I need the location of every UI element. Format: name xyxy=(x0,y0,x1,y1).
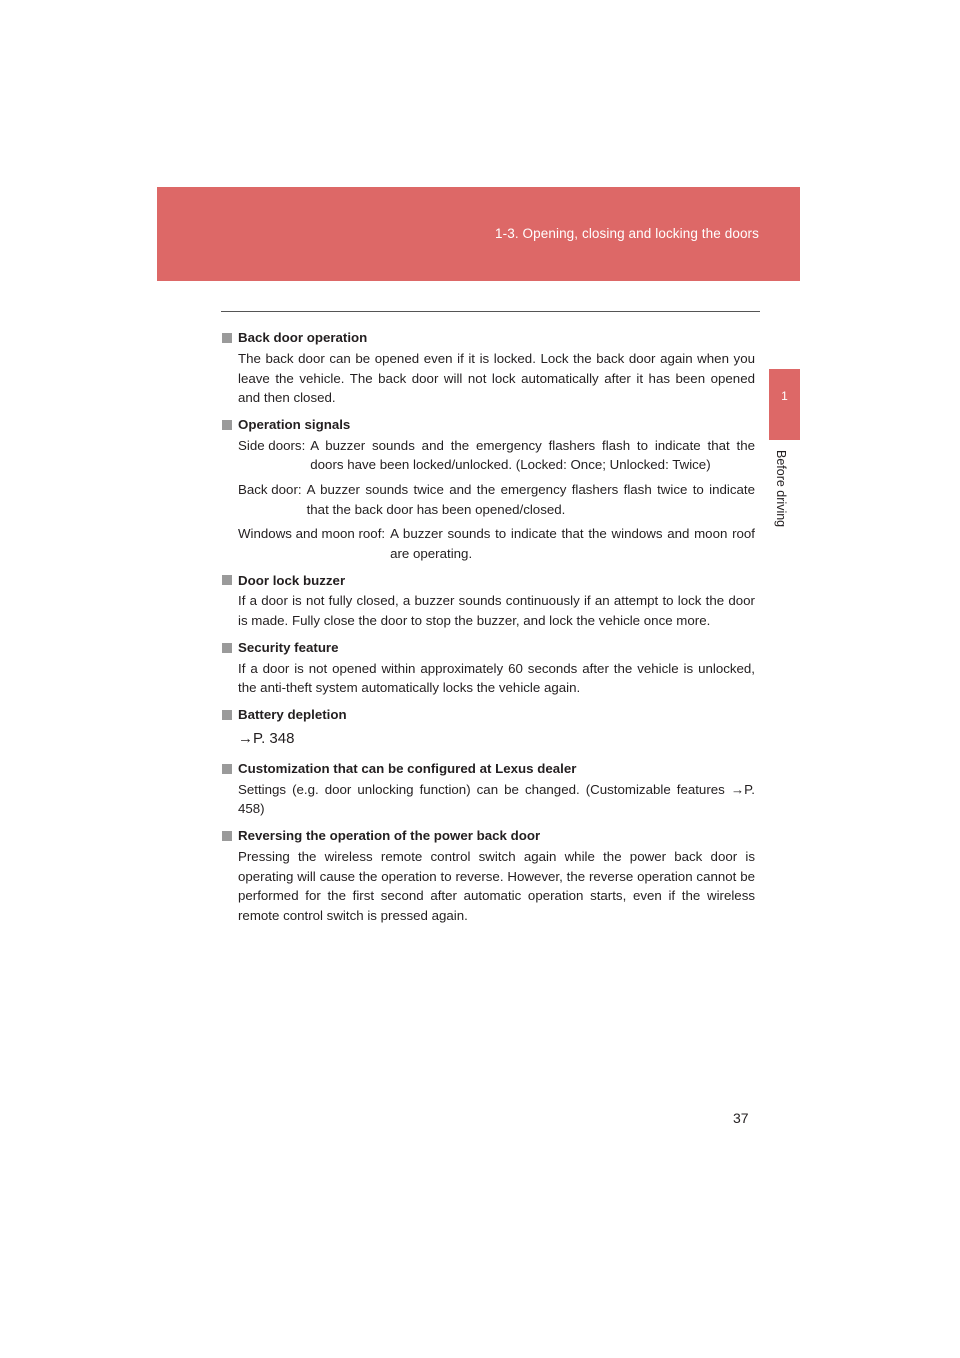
heading-text: Security feature xyxy=(238,639,339,655)
section-heading xyxy=(222,758,755,780)
signal-label: Windows and moon roof: xyxy=(238,526,386,542)
paragraph: If a door is not opened within approximately 60 seconds after the vehicle is unlocked, the anti-theft system automatically locks the vehicle again. xyxy=(238,660,755,696)
heading-text: Back door operation xyxy=(238,330,368,346)
square-bullet-icon xyxy=(222,764,232,774)
header-band xyxy=(157,187,800,281)
page-reference: →P. 348 xyxy=(238,729,295,747)
section-heading xyxy=(222,825,755,847)
section-battery-depletion xyxy=(222,704,755,752)
section-heading xyxy=(222,327,755,349)
section-customization xyxy=(222,758,755,819)
signal-label: Side doors: xyxy=(238,437,306,453)
chapter-label xyxy=(774,450,794,540)
square-bullet-icon xyxy=(222,831,232,841)
header-rule xyxy=(221,311,760,312)
signal-text: A buzzer sounds and the emergency flashers flash to indicate that the doors have been locked/unlocked. (Locked: Once; Unlocked: Twice) xyxy=(310,437,755,473)
square-bullet-icon xyxy=(222,420,232,430)
heading-text: Battery depletion xyxy=(238,706,347,722)
section-heading xyxy=(222,569,755,591)
section-reversing xyxy=(222,825,755,925)
chapter-label-text: Before driving xyxy=(774,450,788,528)
chapter-number: 1 xyxy=(781,389,788,403)
signal-text: A buzzer sounds twice and the emergency flashers flash twice to indicate that the back door has been opened/closed. xyxy=(306,481,755,517)
heading-text: Door lock buzzer xyxy=(238,572,346,588)
section-heading xyxy=(222,704,755,726)
paragraph: If a door is not fully closed, a buzzer sounds continuously if an attempt to lock the door is made. Fully close the door to stop the buzzer, and lock the vehicle once more. xyxy=(238,593,755,628)
section-door-lock-buzzer xyxy=(222,569,755,630)
signal-back-door xyxy=(222,480,755,519)
square-bullet-icon xyxy=(222,575,232,585)
heading-text: Customization that can be configured at Lexus dealer xyxy=(238,760,577,776)
page-content xyxy=(222,327,755,931)
chapter-tab xyxy=(769,369,800,440)
square-bullet-icon xyxy=(222,643,232,653)
signal-text: A buzzer sounds to indicate that the windows and moon roof are operating. xyxy=(390,526,755,561)
section-back-door-operation xyxy=(222,327,755,408)
section-title: 1-3. Opening, closing and locking the doors xyxy=(495,226,759,241)
heading-text: Reversing the operation of the power back door xyxy=(238,828,541,844)
heading-text: Operation signals xyxy=(238,416,351,432)
paragraph: Pressing the wireless remote control switch again while the power back door is operating will cause the operation to reverse. However, the reverse operation cannot be performed for the first second after automatic operation starts, even if the wireless remote control switch is pressed again. xyxy=(238,848,755,923)
section-operation-signals xyxy=(222,414,755,564)
section-heading xyxy=(222,637,755,659)
section-heading xyxy=(222,414,755,436)
signal-side-doors xyxy=(222,436,755,475)
page-number: 37 xyxy=(733,1110,749,1126)
signal-windows xyxy=(222,524,755,563)
signal-label: Back door: xyxy=(238,481,302,497)
section-security-feature xyxy=(222,637,755,698)
paragraph: The back door can be opened even if it is locked. Lock the back door again when you leave the vehicle. The back door will not lock automatically after it has been opened and then closed. xyxy=(238,351,755,406)
paragraph: Settings (e.g. door unlocking function) can be changed. (Customizable features →P. 458) xyxy=(238,781,755,817)
square-bullet-icon xyxy=(222,333,232,343)
square-bullet-icon xyxy=(222,710,232,720)
